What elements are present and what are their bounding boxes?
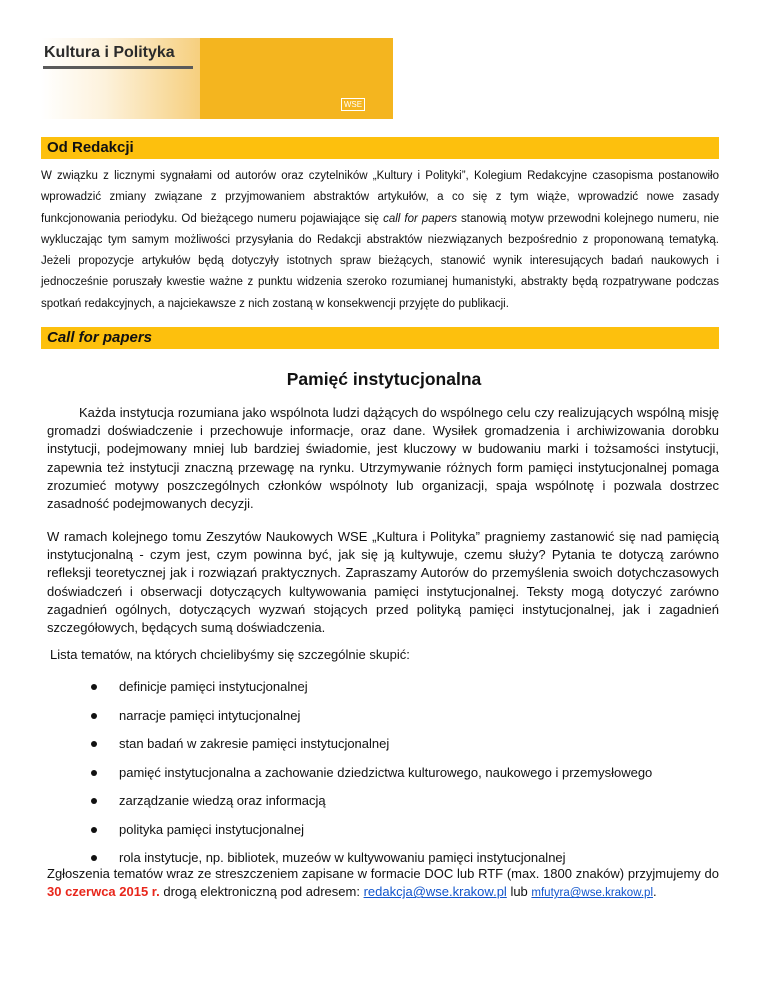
deadline-date: 30 czerwca 2015 r.: [47, 884, 160, 900]
list-item: [91, 821, 731, 850]
article-paragraph-2: W ramach kolejnego tomu Zeszytów Naukowych WSE „Kultura i Polityka” pragniemy zastanowić się nad pamięcią instytucjonalną - czym jest, czym powinna być, jak się ją kultywuje, czemu służy? Pytania te dotyczą zarówno refleksji teoretycznej jak i rozwiązań praktycznych. Zapraszamy Autorów do przemyślenia swoich dotychczasowych doświadczeń i obserwacji dotyczących kultywowania pamięci instytucjonalnej. Teksty mogą dotyczyć zarówno zagadnień ogólnych, dotyczących wyzwań stojących przed polityką pamięci instytucjonalnej, jak i zagadnień szczegółowych, będących sumą doświadczenia.: [47, 529, 719, 636]
submission-text-3: lub: [506, 884, 532, 900]
list-item: [91, 735, 731, 764]
submission-text-4: .: [653, 884, 657, 900]
list-item: [91, 764, 731, 793]
editorial-text-part2: stanowią motyw przewodni kolejnego numeru, nie wykluczając tym samym możliwości przysyłania do Redakcji abstraktów niezwiązanych bezpośrednio z proponowaną tematyką. Jeżeli propozycje artykułów będą dotyczyły istotnych spraw bieżących, stanowić wynik interesujących badań naukowych i jednocześnie poruszały kwestie ważne z punktu widzenia szeroko rozumianej humanistyki, abstrakty będą rozpatrywane podczas spotkań redakcyjnych, a najciekawsze z nich zostaną w konsekwencji przyjęte do publikacji.: [41, 212, 719, 310]
list-item: [91, 792, 731, 821]
topics-list: [91, 678, 731, 878]
submission-text-1: Zgłoszenia tematów wraz ze streszczeniem zapisane w formacie DOC lub RTF (max. 1800 znaków) przyjmujemy do: [47, 866, 719, 881]
email-link-redakcja[interactable]: redakcja@wse.krakow.pl: [363, 884, 507, 900]
bullet-icon: [91, 684, 97, 690]
bullet-icon: [91, 741, 97, 747]
editorial-text-part1: W związku z licznymi sygnałami od autorów oraz czytelników „Kultury i Polityki”, Kolegium Redakcyjne czasopisma postanowiło wprowadzić zmiany związane z przyjmowaniem abstraktów artykułów, a co się z tym wiąże, wprowadzić nowe zasady funkcjonowania periodyku. Od bieżącego numeru pojawiające się: [41, 170, 719, 225]
topic-text: polityka pamięci instytucjonalnej: [119, 821, 304, 837]
editorial-heading: Od Redakcji: [47, 139, 134, 156]
submission-text-2: drogą elektroniczną pod adresem:: [159, 884, 364, 900]
bullet-icon: [91, 827, 97, 833]
topic-text: stan badań w zakresie pamięci instytucjonalnej: [119, 736, 390, 751]
list-item: [91, 707, 731, 736]
cfp-heading: Call for papers: [47, 329, 153, 346]
bullet-icon: [91, 798, 97, 804]
editorial-heading-bar: [41, 137, 719, 159]
submission-info: [47, 865, 719, 902]
topic-text: rola instytucje, np. bibliotek, muzeów w kultywowaniu pamięci instytucjonalnej: [119, 850, 566, 865]
journal-banner: [41, 38, 393, 119]
topic-text: zarządzanie wiedzą oraz informacją: [119, 793, 326, 808]
topic-text: narracje pamięci intytucjonalnej: [119, 707, 301, 723]
banner-gradient: [41, 38, 200, 119]
article-paragraph-1: Każda instytucja rozumiana jako wspólnota ludzi dążących do wspólnego celu czy realizujących wspólną misję gromadzi doświadczenie i przechowuje informacje, oraz dane. Wysiłek gromadzenia i archiwizowania dorobku instytucji, podejmowany mniej lub bardziej świadomie, jest kluczowy w budowaniu marki i tożsamości instytucji, zapewnia też instytucji znaczną przewagę na rynku. Utrzymywanie różnych form pamięci instytucjonalnej pomaga zrozumieć motywy poszczególnych członków wspólnoty lub organizacji, spaja wspólnotę i pozwala dostrzec zasadność podejmowanych decyzji.: [47, 405, 719, 512]
topics-intro: Lista tematów, na których chcielibyśmy się szczególnie skupić:: [50, 647, 410, 662]
topic-text: definicje pamięci instytucjonalnej: [119, 679, 308, 694]
journal-title: Kultura i Polityka: [44, 44, 175, 61]
wse-logo: WSE: [341, 98, 365, 111]
article-title: Pamięć instytucjonalna: [286, 369, 482, 389]
topic-text: pamięć instytucjonalna a zachowanie dziedzictwa kulturowego, naukowego i przemysłowego: [119, 764, 653, 780]
editorial-text: [41, 166, 719, 315]
cfp-heading-bar: [41, 327, 719, 349]
bullet-icon: [91, 855, 97, 861]
bullet-icon: [91, 713, 97, 719]
bullet-icon: [91, 770, 97, 776]
editorial-emphasis: call for papers: [383, 212, 458, 225]
banner-rule: [43, 66, 193, 69]
email-link-mfutyra[interactable]: mfutyra@wse.krakow.pl: [531, 887, 654, 900]
list-item: [91, 678, 731, 707]
